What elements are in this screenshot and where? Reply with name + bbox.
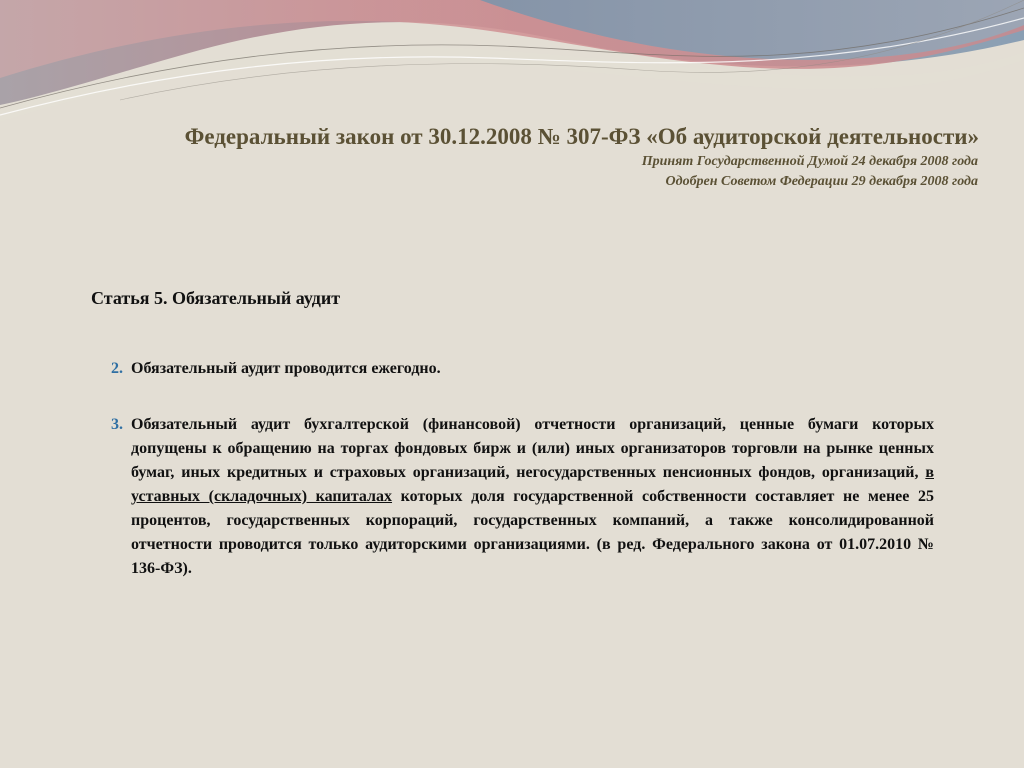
item-number: 2. — [111, 360, 123, 377]
item-number: 3. — [111, 416, 123, 433]
item-text — [111, 413, 934, 581]
item-text-part: Обязательный аудит бухгалтерской (финансовой) отчетности организаций, ценные бумаги которых допущены к обращению на торгах фондовых бирж и (или) иных организаторов торговли на рынке ценных бумаг, иных кредитных и страховых организаций, негосударственных пенсионных фондов, организаций, — [131, 416, 934, 481]
approval-note: Одобрен Советом Федерации 29 декабря 2008 года — [665, 174, 978, 189]
page-title: Федеральный закон от 30.12.2008 № 307-ФЗ «Об аудиторской деятельности» — [184, 124, 979, 149]
article-item-2 — [111, 357, 934, 381]
item-text: Обязательный аудит проводится ежегодно. — [131, 360, 441, 377]
adoption-note: Принят Государственной Думой 24 декабря 2008 года — [641, 154, 978, 169]
article-heading: Статья 5. Обязательный аудит — [91, 288, 341, 308]
underlined-phrase: в уставных (складочных) капиталах — [131, 464, 934, 505]
decorative-wave-header — [0, 0, 1024, 130]
item-text-part: которых доля государственной собственности составляет не менее 25 процентов, государственных корпораций, государственных компаний, а также консолидированной отчетности проводится только аудиторскими организациями. (в ред. Федерального закона от 01.07.2010 № 136-ФЗ). — [131, 488, 934, 577]
article-item-3 — [111, 413, 934, 581]
